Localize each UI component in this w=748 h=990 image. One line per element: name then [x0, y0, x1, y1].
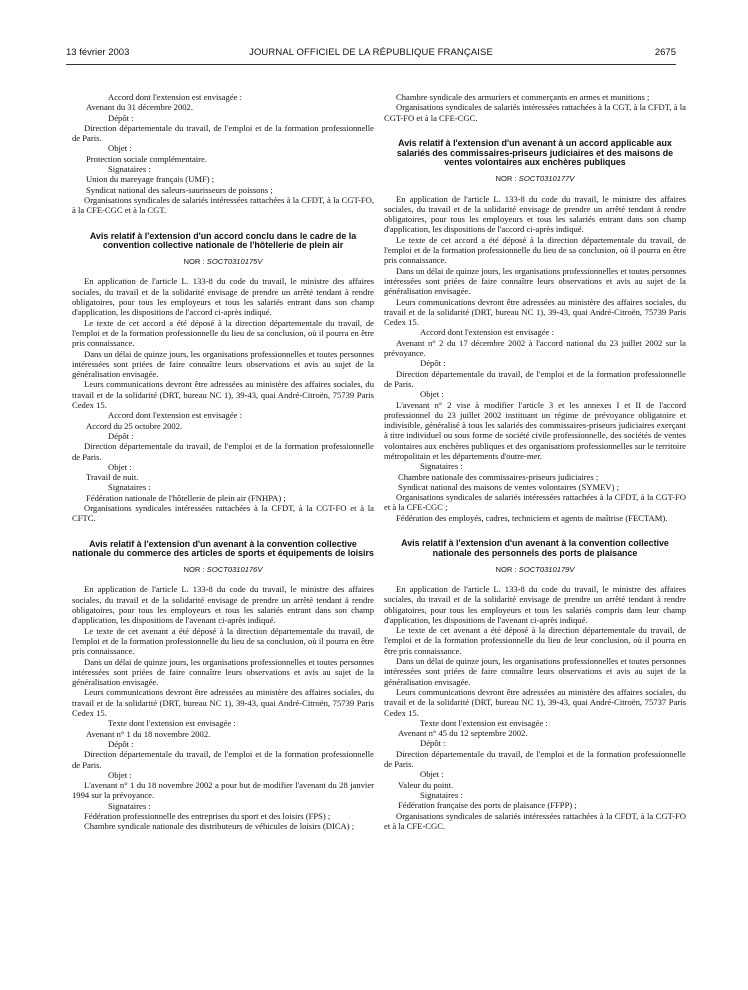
depot-label: Dépôt :: [420, 358, 446, 369]
objet-label: Objet :: [420, 769, 444, 780]
nor-code: SOCT0310176V: [206, 565, 263, 575]
body-paragraph: Leurs communications devront être adressées au ministère des affaires sociales, du travail et de la solidarité (DRT, bureau NC 1), 39-43, quai André-Citroën, 75737 Paris Cedex 15.: [384, 686, 686, 718]
notice-articles-de-sports: [72, 540, 374, 832]
right-column: [384, 92, 686, 831]
accord-value: Avenant n° 45 du 12 septembre 2002.: [398, 728, 528, 739]
accord-value: Avenant n° 2 du 17 décembre 2002 à l'accord national du 23 juillet 2002 sur la prévoyance.: [384, 337, 686, 359]
accord-value: Avenant n° 1 du 18 novembre 2002.: [86, 728, 211, 739]
objet-label: Objet :: [108, 769, 132, 780]
body-paragraph: Le texte de cet avenant a été déposé à la direction départementale du travail, de l'emploi et de la formation professionnelle du lieu de sa conclusion, où il pourra en être pris connaissance.: [72, 625, 374, 657]
body-paragraph: En application de l'article L. 133-8 du code du travail, le ministre des affaires sociales, du travail et de la solidarité envisage de prendre un arrêté tendant à rendre obligatoires, pour tous les employeurs et tous les salariés compris dans leur champ d'application, les dispositions de l'avenant ci-après indiqué.: [384, 583, 686, 625]
depot-value: Direction départementale du travail, de l'emploi et de la formation professionnelle de Paris.: [384, 368, 686, 389]
accord-label: Texte dont l'extension est envisagée :: [108, 718, 236, 729]
depot-label: Dépôt :: [108, 738, 134, 749]
notice-title: Avis relatif à l'extension d'un accord conclu dans le cadre de la convention collective nationale de l'hôtellerie de plein air: [89, 230, 357, 251]
accord-label: Texte dont l'extension est envisagée :: [420, 717, 548, 728]
nor-reference: [384, 174, 686, 184]
body-paragraph: Dans un délai de quinze jours, les organisations professionnelles et toutes personnes intéressées sont priées de faire connaître leurs observations et avis au sujet de la généralisation envisagée.: [384, 656, 686, 687]
notice-title: Avis relatif à l'extension d'un avenant à un accord applicable aux salariés des commissaires-priseurs judiciaires et des maisons de ventes volontaires aux enchères publiques: [396, 137, 674, 168]
signataire-item: Organisations syndicales intéressées rattachées à la CFDT, à la CGT-FO et à la CFTC.: [72, 502, 374, 524]
notice-continued-left: [72, 92, 374, 216]
nor-code: SOCT0310179V: [518, 564, 575, 574]
signataire-item: Chambre nationale des commissaires-priseurs judiciaires ;: [398, 471, 599, 482]
body-paragraph: Le texte de cet accord a été déposé à la direction départementale du travail, de l'emploi et de la formation professionnelle du lieu de sa conclusion, où il pourra en être pris connaissance.: [72, 317, 374, 349]
nor-code: SOCT0310175V: [206, 257, 263, 267]
page-header: [66, 47, 676, 61]
depot-label: Dépôt :: [108, 430, 134, 441]
notice-title: Avis relatif à l'extension d'un avenant à la convention collective nationale des personnels des ports de plaisance: [401, 538, 669, 558]
signataires-label: Signataires :: [108, 800, 151, 811]
accord-label: Accord dont l'extension est envisagée :: [108, 92, 242, 102]
signataire-item: Organisations syndicales de salariés intéressées rattachées à la CFDT, à la CGT-FO et à la CFE-CGC ;: [384, 492, 686, 513]
header-page-number: 2675: [654, 47, 676, 58]
signataire-item: Organisations syndicales de salariés intéressées rattachées à la CFDT, à la CGT-FO et à la CFE-CGC.: [384, 810, 686, 831]
body-paragraph: Le texte de cet avenant a été déposé à la direction départementale du travail, de l'emploi et de la formation professionnelle du lieu de leur conclusion, où il pourra en être pris connaissance.: [384, 625, 686, 656]
notice-ports-de-plaisance: [384, 539, 686, 831]
body-paragraph: En application de l'article L. 133-8 du code du travail, le ministre des affaires sociales, du travail et de la solidarité envisage de prendre un arrêté tendant à rendre obligatoires, pour tous les employeurs et tous les salariés entrant dans son champ d'application, les dispositions de l'avenant ci-après indiqué.: [72, 584, 374, 626]
signataire-item: Union du mareyage français (UMF) ;: [86, 174, 215, 185]
header-rule: [66, 64, 676, 65]
signataires-label: Signataires :: [420, 789, 463, 800]
objet-value: Valeur du point.: [398, 779, 454, 790]
signataire-item: Fédération professionnelle des entreprises du sport et des loisirs (FPS) ;: [84, 811, 331, 821]
nor-code: SOCT0310177V: [518, 174, 575, 184]
nor-label: NOR :: [183, 565, 205, 575]
body-paragraph: Dans un délai de quinze jours, les organisations professionnelles et toutes personnes intéressées sont priées de faire connaître leurs observations et avis au sujet de la généralisation envisagée.: [384, 265, 686, 297]
objet-value: Travail de nuit.: [86, 472, 139, 483]
signataire-item: Fédération des employés, cadres, techniciens et agents de maîtrise (FECTAM).: [396, 512, 668, 523]
accord-value: Avenant du 31 décembre 2002.: [86, 102, 193, 113]
nor-label: NOR :: [183, 257, 205, 267]
body-paragraph: En application de l'article L. 133-8 du code du travail, le ministre des affaires sociales, du travail et de la solidarité envisage de prendre un arrêté tendant à rendre obligatoires, pour tous les employeurs et tous les salariés entrant dans son champ d'application, les dispositions de l'accord ci-après indiqué.: [384, 193, 686, 235]
signataire-item: Chambre syndicale des armuriers et commerçants en armes et munitions ;: [396, 92, 650, 102]
depot-value: Direction départementale du travail, de l'emploi et de la formation professionnelle de Paris.: [72, 122, 374, 144]
signataire-item: Chambre syndicale nationale des distributeurs de véhicules de loisirs (DICA) ;: [84, 821, 355, 832]
signataires-label: Signataires :: [420, 461, 463, 472]
nor-reference: [72, 565, 374, 575]
objet-label: Objet :: [108, 143, 132, 154]
depot-value: Direction départementale du travail, de l'emploi et de la formation professionnelle de Paris.: [72, 749, 374, 770]
signataire-item: Organisations syndicales de salariés intéressées rattachées à la CGT, à la CFDT, à la CGT-FO et à la CFE-CGC.: [384, 102, 686, 123]
notice-hotellerie-plein-air: [72, 232, 374, 524]
objet-value: L'avenant n° 2 vise à modifier l'article 3 et les annexes I et II de l'accord professionnel du 23 juillet 2002 instituant un régime de prévoyance obligatoire et indivisible, généralisé à tous les salariés des commissaires-priseurs judiciaires exerçant à titre individuel ou sous forme de société civile professionnelle, des sociétés de ventes volontaires aux enchères publiques et des organisations professionnelles sur le territoire métropolitain et les départements d'outre-mer.: [384, 399, 686, 461]
body-paragraph: Dans un délai de quinze jours, les organisations professionnelles et toutes personnes intéressées sont priées de faire connaître leurs observations et avis au sujet de la généralisation envisagée.: [72, 348, 374, 380]
signataire-item: Fédération française des ports de plaisance (FFPP) ;: [398, 800, 577, 811]
accord-label: Accord dont l'extension est envisagée :: [108, 410, 242, 421]
notice-title: Avis relatif à l'extension d'un avenant à la convention collective nationale du commerce des articles de sports et équipements de loisirs: [72, 538, 374, 559]
accord-value: Accord du 25 octobre 2002.: [86, 420, 183, 431]
nor-label: NOR :: [495, 174, 517, 184]
nor-reference: [72, 257, 374, 267]
signataire-item: Fédération nationale de l'hôtellerie de plein air (FNHPA) ;: [86, 492, 286, 503]
signataires-label: Signataires :: [108, 482, 151, 493]
body-paragraph: En application de l'article L. 133-8 du code du travail, le ministre des affaires sociales, du travail et de la solidarité envisage de prendre un arrêté tendant à rendre obligatoires, pour tous les employeurs et tous les salariés entrant dans son champ d'application, les dispositions de l'accord ci-après indiqué.: [72, 276, 374, 318]
objet-value: Protection sociale complémentaire.: [86, 153, 207, 164]
accord-label: Accord dont l'extension est envisagée :: [420, 327, 554, 338]
body-paragraph: Dans un délai de quinze jours, les organisations professionnelles et toutes personnes intéressées sont priées de faire connaître leurs observations et avis au sujet de la généralisation envisagée.: [72, 656, 374, 688]
body-paragraph: Leurs communications devront être adressées au ministère des affaires sociales, du travail et de la solidarité (DRT, bureau NC 1), 39-43, quai André-Citroën, 75739 Paris Cedex 15.: [384, 296, 686, 328]
objet-label: Objet :: [420, 389, 444, 400]
signataire-item: Syndicat national des maisons de ventes volontaires (SYMEV) ;: [398, 481, 620, 492]
body-paragraph: Leurs communications devront être adressées au ministère des affaires sociales, du travail et de la solidarité (DRT, bureau NC 1), 39-43, quai André-Citroën, 75739 Paris Cedex 15.: [72, 379, 374, 411]
nor-reference: [384, 565, 686, 575]
notice-commissaires-priseurs: [384, 139, 686, 523]
body-paragraph: Le texte de cet accord a été déposé à la direction départementale du travail, de l'emploi et de la formation professionnelle du lieu de sa conclusion, où il pourra en être pris connaissance.: [384, 234, 686, 266]
header-journal-title: JOURNAL OFFICIEL DE LA RÉPUBLIQUE FRANÇAISE: [249, 47, 493, 58]
objet-value: L'avenant n° 1 du 18 novembre 2002 a pour but de modifier l'avenant du 28 janvier 1994 sur la prévoyance.: [72, 780, 374, 801]
depot-label: Dépôt :: [108, 112, 134, 123]
depot-value: Direction départementale du travail, de l'emploi et de la formation professionnelle de Paris.: [72, 441, 374, 462]
signataires-label: Signataires :: [108, 164, 151, 175]
body-paragraph: Leurs communications devront être adressées au ministère des affaires sociales, du travail et de la solidarité (DRT, bureau NC 1), 39-43, quai André-Citroën, 75739 Paris Cedex 15.: [72, 687, 374, 719]
left-column: [72, 92, 374, 832]
signataire-item: Organisations syndicales de salariés intéressées rattachées à la CFDT, à la CGT-FO, à la CFE-CGC et à la CGT.: [72, 194, 374, 216]
nor-label: NOR :: [495, 564, 517, 574]
depot-value: Direction départementale du travail, de l'emploi et de la formation professionnelle de Paris.: [384, 748, 686, 770]
header-date: 13 février 2003: [66, 47, 130, 58]
depot-label: Dépôt :: [420, 738, 446, 749]
signataire-item: Syndicat national des saleurs-saurisseurs de poissons ;: [86, 184, 273, 195]
objet-label: Objet :: [108, 461, 132, 472]
notice-continued-right: [384, 92, 686, 123]
